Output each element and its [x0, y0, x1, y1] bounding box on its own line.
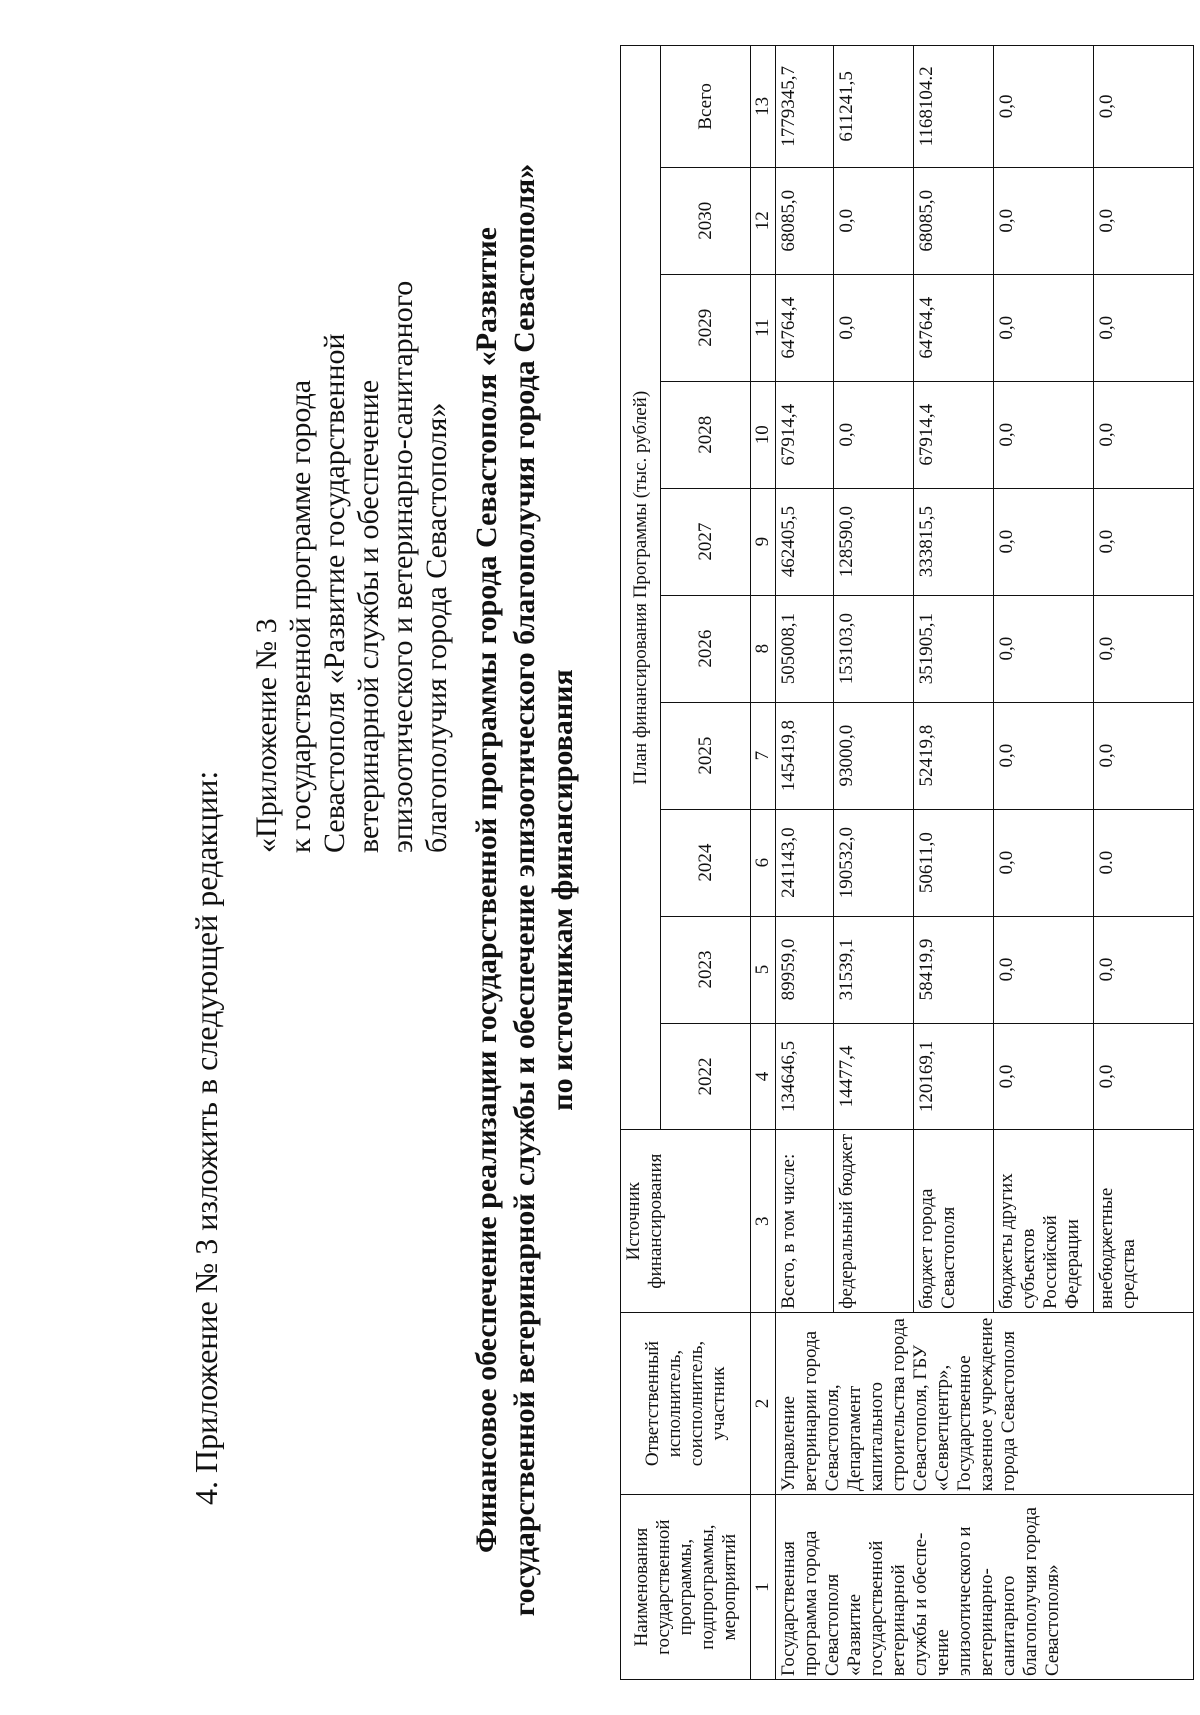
value-cell: 64764,4 [776, 274, 834, 381]
value-cell: 0,0 [1094, 488, 1194, 595]
header-executor: Ответственный исполнитель, соисполнитель, участник [621, 1312, 751, 1494]
intro-text: 4. Приложение № 3 изложить в следующей редакции: [188, 770, 224, 1505]
program-name-cell: Государственная программа города Севастополя «Развитие государственной ветеринарной службы и обеспе-чение эпизоотического и ветеринарно-санитарного благополучия города Севастополя» [776, 1495, 1194, 1680]
value-cell: 0,0 [1094, 46, 1194, 168]
value-cell: 0,0 [1094, 381, 1194, 488]
header-year: 2027 [661, 488, 751, 595]
value-cell: 0,0 [994, 167, 1094, 274]
value-cell: 50611,0 [914, 809, 994, 916]
table-row [776, 46, 834, 1680]
value-cell: 462405,5 [776, 488, 834, 595]
column-number: 2 [751, 1312, 776, 1494]
value-cell: 1779345,7 [776, 46, 834, 168]
column-number: 8 [751, 595, 776, 702]
appendix-line: эпизоотического и ветеринарно-санитарного [386, 280, 419, 853]
appendix-block [250, 133, 454, 853]
financing-table [620, 45, 1194, 1680]
source-cell: внебюджетные средства [1094, 1130, 1194, 1312]
value-cell: 0,0 [994, 809, 1094, 916]
title-line: государственной ветеринарной службы и обеспечение эпизоотического благополучия города Севастополя» [508, 163, 541, 1617]
column-number: 13 [751, 46, 776, 168]
value-cell: 14477,4 [834, 1023, 914, 1130]
value-cell: 333815,5 [914, 488, 994, 595]
column-number-row [751, 46, 776, 1680]
column-number: 10 [751, 381, 776, 488]
source-cell: бюджет города Севастополя [914, 1130, 994, 1312]
executor-cell: Управление ветеринарии города Севастополя, Департамент капитального строительства города Севастополя, ГБУ «Севветцентр», Государственное казенное учреждение города Севастополя [776, 1312, 1194, 1494]
title-line: Финансовое обеспечение реализации государственной программы города Севастополя «Развитие [470, 227, 503, 1553]
value-cell: 241143,0 [776, 809, 834, 916]
header-source: Источник финансирования [621, 1130, 751, 1312]
appendix-line: к государственной программе города [284, 379, 317, 853]
value-cell: 0,0 [1094, 702, 1194, 809]
column-number: 3 [751, 1130, 776, 1312]
header-program: Наименования государственной программы, подпрограммы, мероприятий [621, 1495, 751, 1680]
header-year: 2023 [661, 916, 751, 1023]
value-cell: 68085,0 [776, 167, 834, 274]
column-number: 11 [751, 274, 776, 381]
value-cell: 0,0 [994, 381, 1094, 488]
value-cell: 190532,0 [834, 809, 914, 916]
column-number: 4 [751, 1023, 776, 1130]
document-title [468, 155, 582, 1625]
appendix-line: благополучия города Севастополя» [420, 402, 453, 853]
source-cell: бюджеты других субъектов Российской Федерации [994, 1130, 1094, 1312]
value-cell: 67914,4 [914, 381, 994, 488]
value-cell: 31539,1 [834, 916, 914, 1023]
value-cell: 0,0 [1094, 595, 1194, 702]
value-cell: 0,0 [1094, 167, 1194, 274]
column-number: 1 [751, 1495, 776, 1680]
value-cell: 0,0 [834, 381, 914, 488]
value-cell: 120169,1 [914, 1023, 994, 1130]
value-cell: 0,0 [994, 702, 1094, 809]
value-cell: 0,0 [994, 916, 1094, 1023]
appendix-line: Севастополя «Развитие государственной [318, 333, 351, 853]
column-number: 9 [751, 488, 776, 595]
value-cell: 0.0 [1094, 809, 1194, 916]
value-cell: 0,0 [1094, 916, 1194, 1023]
value-cell: 505008,1 [776, 595, 834, 702]
column-number: 7 [751, 702, 776, 809]
value-cell: 351905,1 [914, 595, 994, 702]
value-cell: 0,0 [834, 167, 914, 274]
title-line: по источникам финансирования [546, 669, 579, 1111]
header-year: 2026 [661, 595, 751, 702]
header-year: 2029 [661, 274, 751, 381]
value-cell: 153103,0 [834, 595, 914, 702]
header-year: 2028 [661, 381, 751, 488]
value-cell: 0,0 [994, 46, 1094, 168]
value-cell: 128590,0 [834, 488, 914, 595]
value-cell: 64764,4 [914, 274, 994, 381]
value-cell: 93000,0 [834, 702, 914, 809]
column-number: 6 [751, 809, 776, 916]
value-cell: 145419,8 [776, 702, 834, 809]
value-cell: 1168104.2 [914, 46, 994, 168]
value-cell: 0,0 [994, 488, 1094, 595]
value-cell: 0,0 [1094, 1023, 1194, 1130]
value-cell: 58419,9 [914, 916, 994, 1023]
value-cell: 0,0 [994, 1023, 1094, 1130]
value-cell: 0,0 [994, 595, 1094, 702]
value-cell: 89959,0 [776, 916, 834, 1023]
appendix-line: ветеринарной службы и обеспечение [352, 379, 385, 853]
header-year: 2025 [661, 702, 751, 809]
source-cell: Всего, в том числе: [776, 1130, 834, 1312]
value-cell: 0,0 [1094, 274, 1194, 381]
value-cell: 67914,4 [776, 381, 834, 488]
value-cell: 0,0 [834, 274, 914, 381]
header-plan: План финансирования Программы (тыс. рублей) [621, 46, 661, 1131]
appendix-line: «Приложение № 3 [250, 618, 283, 853]
header-year: 2022 [661, 1023, 751, 1130]
value-cell: 52419,8 [914, 702, 994, 809]
value-cell: 134646,5 [776, 1023, 834, 1130]
header-year: 2024 [661, 809, 751, 916]
value-cell: 0,0 [994, 274, 1094, 381]
header-year: Всего [661, 46, 751, 168]
header-year: 2030 [661, 167, 751, 274]
value-cell: 611241,5 [834, 46, 914, 168]
column-number: 12 [751, 167, 776, 274]
column-number: 5 [751, 916, 776, 1023]
source-cell: федеральный бюджет [834, 1130, 914, 1312]
value-cell: 68085,0 [914, 167, 994, 274]
